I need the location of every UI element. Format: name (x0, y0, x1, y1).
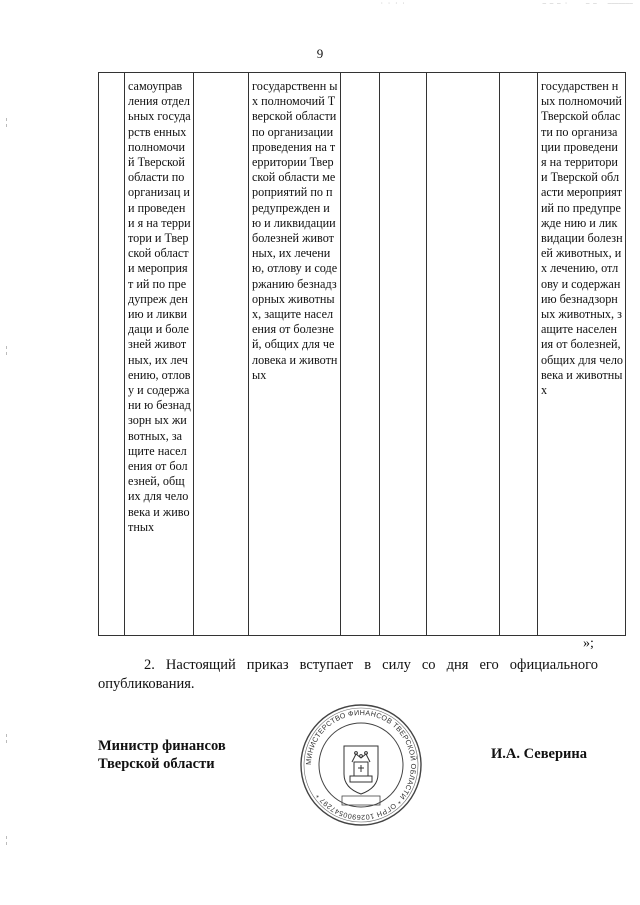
table-cell (341, 73, 380, 636)
signature-title (98, 737, 226, 773)
signature-title-line: Тверской области (98, 756, 215, 772)
table-cell (380, 73, 427, 636)
table-cell (427, 73, 500, 636)
scan-edge-mark (6, 124, 7, 127)
scan-edge-mark (6, 346, 7, 349)
seal-ring-text: МИНИСТЕРСТВО ФИНАНСОВ ТВЕРСКОЙ ОБЛАСТИ * ОГРН 1026900547297 * (303, 707, 419, 823)
scan-edge-mark (6, 352, 7, 355)
table-row (99, 73, 626, 636)
signature-name: И.А. Северина (491, 746, 587, 762)
scan-edge-mark (6, 740, 7, 743)
scan-edge-mark (6, 842, 7, 845)
scan-edge-mark (6, 118, 7, 121)
signature-title-line: Министр финансов (98, 738, 226, 754)
continuation-table (98, 72, 626, 636)
page-number: 9 (316, 46, 324, 61)
order-paragraph: 2. Настоящий приказ вступает в силу со дня его официального опубликования. (98, 657, 598, 692)
scan-edge-mark (6, 836, 7, 839)
table-cell: государственн ых полномочий Тверской области по организации проведения на территории Тверской области мероприятий по предупрежден ию и ликвидации болезней животных, их лечению, отлову и содержанию безнадзорных животных, защите населения от болезней, общих для человека и животных (249, 73, 341, 636)
table-cell: государствен ных полномочий Тверской области по организации проведения на территории Тверской области мероприятий по предупрежде нию и ликвидации болезней животных, их лечению, отлову и содержанию безнадзорных животных, защите населения от болезней, общих для человека и животных (538, 73, 626, 636)
coat-of-arms-icon (344, 746, 378, 794)
table-cell (99, 73, 125, 636)
table-cell: самоуправ ления отдельных государств енных полномочи й Тверской области по организац ии проведени я на территори и Тверской области мероприят ий по предупреж дению и ликвидаци и болезней животных, их лечению, отлову и содержани ю безнадзорн ых животных, защите населения от болезней, общих для человека и животных (125, 73, 194, 636)
table-cell (500, 73, 538, 636)
table-cell (194, 73, 249, 636)
official-seal-icon (298, 702, 424, 828)
scan-edge-mark (6, 734, 7, 737)
top-scan-marks: · · · · ‒ ‒ ‒ · ‒ ‒ ‒‒‒‒‒‒‒ (380, 0, 633, 7)
closing-quote: »; (583, 636, 594, 651)
